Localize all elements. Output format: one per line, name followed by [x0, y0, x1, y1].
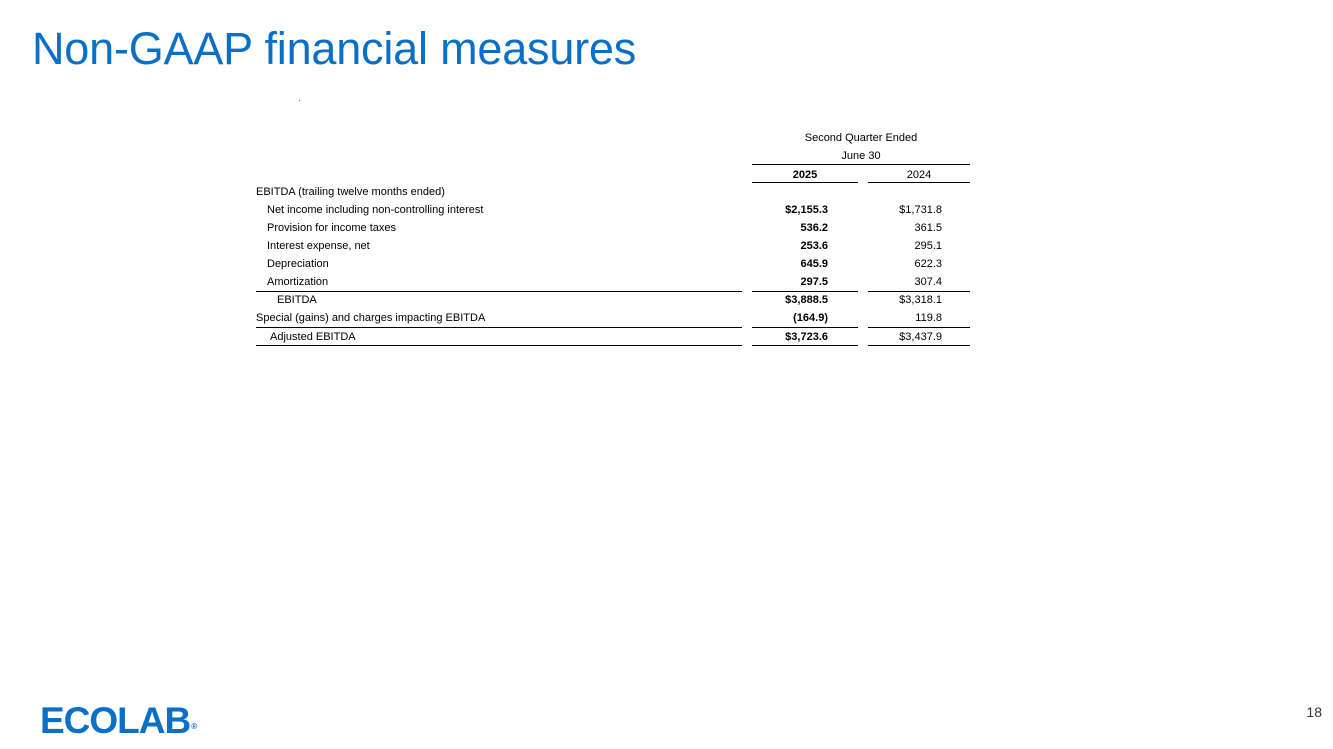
section-label: EBITDA (trailing twelve months ended) — [256, 186, 445, 198]
row-label: Provision for income taxes — [267, 222, 396, 234]
decorative-dot — [299, 100, 300, 101]
row-label: Depreciation — [267, 258, 329, 270]
table-row — [256, 309, 970, 327]
table-row — [256, 255, 970, 273]
row-label: Amortization — [267, 276, 329, 288]
value-2025: $3,888.5 — [785, 294, 828, 306]
row-label: Adjusted EBITDA — [270, 331, 356, 343]
table-row — [256, 201, 970, 219]
value-2025: $3,723.6 — [785, 331, 828, 343]
value-2024: 361.5 — [914, 222, 942, 234]
row-label: Interest expense, net — [267, 240, 370, 252]
value-2025: 645.9 — [800, 258, 828, 270]
value-2024: 295.1 — [914, 240, 942, 252]
value-2024: $3,318.1 — [899, 294, 942, 306]
column-header-2024: 2024 — [906, 169, 932, 181]
value-2024: $1,731.8 — [899, 204, 942, 216]
value-2025: 536.2 — [800, 222, 828, 234]
value-2025: $2,155.3 — [785, 204, 828, 216]
header-rule — [752, 164, 970, 165]
value-2024: 307.4 — [914, 276, 942, 288]
bottom-rule-2024 — [868, 345, 970, 346]
header-group-label: Second Quarter Ended — [804, 132, 918, 144]
value-2024: 622.3 — [914, 258, 942, 270]
section-label-row — [256, 183, 970, 201]
page-title: Non-GAAP financial measures — [32, 23, 637, 74]
page-number: 18 — [1306, 704, 1322, 720]
table-row — [256, 219, 970, 237]
registered-mark: ® — [191, 722, 198, 731]
row-label: Net income including non-controlling interest — [267, 204, 484, 216]
row-label: EBITDA — [277, 294, 317, 306]
value-2024: $3,437.9 — [899, 331, 942, 343]
bottom-rule-label — [256, 345, 742, 346]
table-row-subtotal — [256, 291, 970, 309]
column-header-2025: 2025 — [792, 169, 818, 181]
table-row — [256, 237, 970, 255]
row-label: Special (gains) and charges impacting EBITDA — [256, 312, 486, 324]
value-2025: 253.6 — [800, 240, 828, 252]
value-2024: 119.8 — [915, 312, 942, 324]
ecolab-logo — [40, 700, 197, 742]
logo-text: ECOLAB — [40, 700, 191, 741]
header-sub-label: June 30 — [841, 150, 881, 162]
value-2025: (164.9) — [793, 312, 828, 324]
bottom-rule-2025 — [752, 345, 858, 346]
value-2025: 297.5 — [800, 276, 828, 288]
table-row — [256, 273, 970, 291]
table-row-total — [256, 328, 970, 346]
